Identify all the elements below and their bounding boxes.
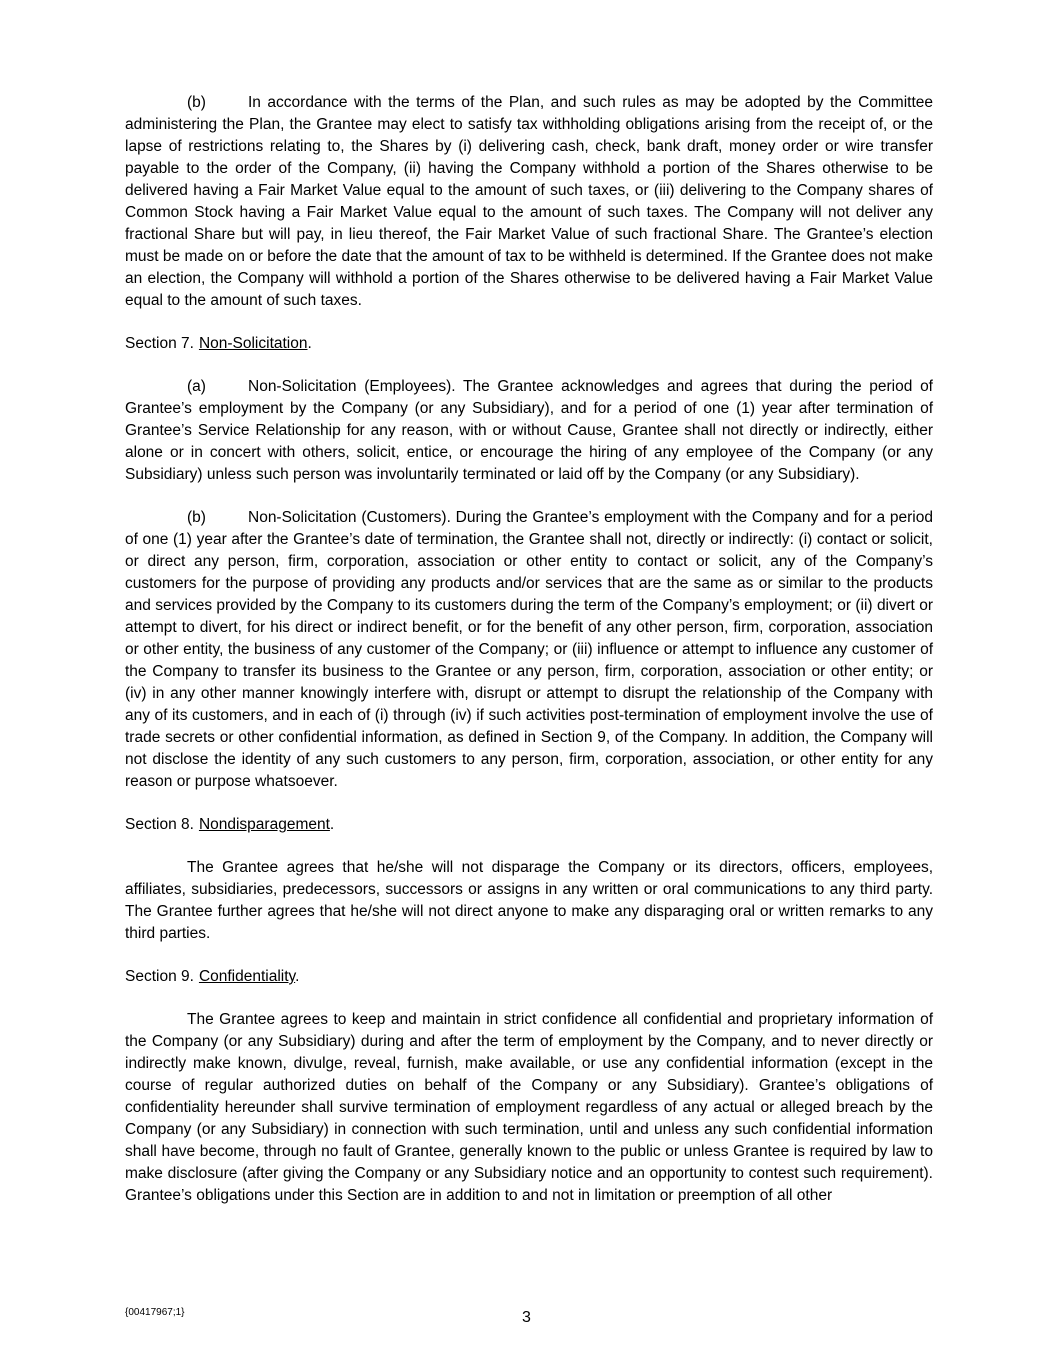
- document-body: [125, 92, 933, 1228]
- document-id: {00417967;1}: [125, 1307, 185, 1318]
- paragraph-text: Non-Solicitation (Employees). The Grantee acknowledges and agrees that during the period of Grantee’s employment by the Company (or any Subsidiary), and for a period of one (1) year after termination of Grantee’s Service Relationship for any reason, with or without Cause, Grantee shall not directly or indirectly, either alone or in concert with others, solicit, entice, or encourage the hiring of any employee of the Company (or any Subsidiary) unless such person was involuntarily terminated or laid off by the Company (or any Subsidiary).: [125, 378, 933, 483]
- section-title-punct: .: [329, 816, 335, 833]
- section-number: Section 9.: [125, 968, 194, 985]
- section7-paragraph-b: [125, 507, 933, 793]
- section8-paragraph: The Grantee agrees that he/she will not disparage the Company or its directors, officers, employees, affiliates, subsidiaries, predecessors, successors or assigns in any written or oral communications to any third party. The Grantee further agrees that he/she will not direct anyone to make any disparaging oral or written remarks to any third parties.: [125, 859, 933, 942]
- paragraph-label: (a): [187, 378, 206, 395]
- section7-paragraph-a: [125, 376, 933, 486]
- section-title-punct: .: [295, 968, 300, 985]
- paragraph-text: In accordance with the terms of the Plan, and such rules as may be adopted by the Committee administering the Plan, the Grantee may elect to satisfy tax withholding obligations arising from the receipt of, or the lapse of restrictions relating to, the Shares by (i) delivering cash, check, bank draft, money order or wire transfer payable to the order of the Company, (ii) having the Company withhold a portion of the Shares otherwise to be delivered having a Fair Market Value equal to the amount of such taxes, or (iii) delivering to the Company shares of Common Stock having a Fair Market Value equal to the amount of such taxes. The Company will not deliver any fractional Share but will pay, in lieu thereof, the Fair Market Value of such fractional Share. The Grantee’s election must be made on or before the date that the amount of tax to be withheld is determined. If the Grantee does not make an election, the Company will withhold a portion of the Shares otherwise to be delivered having a Fair Market Value equal to the amount of such taxes.: [125, 94, 933, 309]
- section8-heading: [125, 814, 933, 836]
- section7-heading: [125, 333, 933, 355]
- section-title: Confidentiality: [198, 968, 296, 985]
- section9-paragraph: The Grantee agrees to keep and maintain in strict confidence all confidential and proprietary information of the Company (or any Subsidiary) during and after the term of employment by the Company, and to never directly or indirectly make known, divulge, reveal, furnish, make available, or use any confidential information (except in the course of regular authorized duties on behalf of the Company or any Subsidiary). Grantee’s obligations of confidentiality hereunder shall survive termination of employment regardless of any actual or alleged breach by the Company (or any Subsidiary) in connection with such termination, until and unless any such confidential information shall have become, through no fault of Grantee, generally known to the public or unless Grantee is required by law to make disclosure (after giving the Company or any Subsidiary notice and an opportunity to contest such requirement). Grantee’s obligations under this Section are in addition to and not in limitation or preemption of all other: [125, 1011, 933, 1204]
- section6-paragraph-b: [125, 92, 933, 312]
- section-title: Nondisparagement: [198, 816, 330, 833]
- paragraph-text: Non-Solicitation (Customers). During the Grantee’s employment with the Company and for a period of one (1) year after the Grantee’s date of termination, the Grantee shall not, directly or indirectly: (i) contact or solicit, or direct any person, firm, corporation, association or other entity to contact or solicit, any of the Company’s customers for the purpose of providing any products and/or services that are the same as or similar to the products and services provided by the Company to its customers during the term of the Company’s employment; or (ii) divert or attempt to divert, for his direct or indirect benefit, or for the benefit of any other person, firm, corporation, association or other entity, the business of any customer of the Company; or (iii) influence or attempt to influence any customer of the Company to transfer its business to the Grantee or any person, firm, corporation, association or other entity; or (iv) in any other manner knowingly interfere with, disrupt or attempt to disrupt the relationship of the Company with any of its customers, and in each of (i) through (iv) if such activities post-termination of employment involve the use of trade secrets or other confidential information, as defined in Section 9, of the Company. In addition, the Company will not disclose the identity of any such customers to any person, firm, corporation, association, or other entity for any reason or purpose whatsoever.: [125, 509, 933, 790]
- page-number: 3: [522, 1309, 531, 1326]
- section9-heading: [125, 966, 933, 988]
- paragraph-label: (b): [187, 509, 206, 526]
- section-title: Non-Solicitation: [198, 335, 308, 352]
- section-number: Section 7.: [125, 335, 194, 352]
- section-number: Section 8.: [125, 816, 194, 833]
- paragraph-label: (b): [187, 94, 206, 111]
- section-title-punct: .: [307, 335, 312, 352]
